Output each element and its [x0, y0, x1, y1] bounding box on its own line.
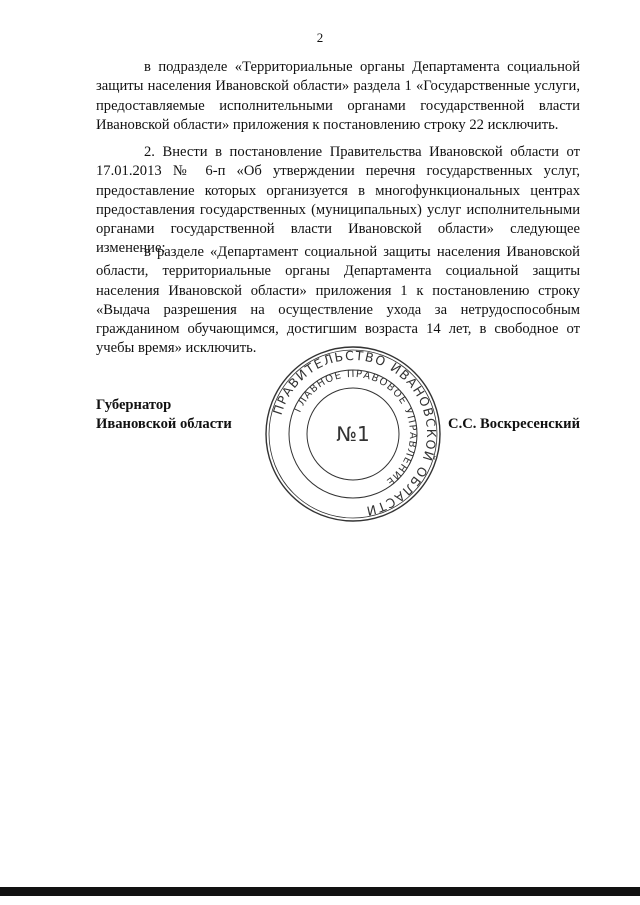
paragraph-2: 2. Внести в постановление Правительства Ивановской области от 17.01.2013 № 6-п «Об утверждении перечня государственных услуг, предоставление которых организуется в многофункциональных центрах предоставления государственных (муниципальных) услуг исполнительными органами государственной власти Ивановской области» следующее изменение:	[96, 144, 580, 257]
stamp-outer-text: ПРАВИТЕЛЬСТВО ИВАНОВСКОЙ ОБЛАСТИ	[269, 347, 440, 519]
stamp-inner-text: ГЛАВНОЕ ПРАВОВОЕ УПРАВЛЕНИЕ	[292, 368, 419, 488]
page-number: 2	[316, 30, 324, 45]
scan-bottom-edge	[0, 887, 640, 896]
signatory-name: С.С. Воскресенский	[448, 416, 580, 432]
paragraph-3: в разделе «Департамент социальной защиты населения Ивановской области, территориальные органы Департамента социальной защиты населения Ивановской области» приложения 1 к постановлению строку «Выдача разрешения на осуществление ухода за нетрудоспособным гражданином обучающимся, достигшим возраста 14 лет, в свободное от учебы время» исключить.	[96, 244, 580, 357]
official-stamp	[262, 343, 444, 525]
stamp-center-number: №1	[336, 422, 370, 446]
signatory-title	[96, 396, 232, 435]
signatory-title-line-2: Ивановской области	[96, 416, 232, 433]
paragraph-1: в подразделе «Территориальные органы Департамента социальной защиты населения Ивановской области» раздела 1 «Государственные услуги, предоставляемые исполнительными органами государственной власти Ивановской области» приложения к постановлению строку 22 исключить.	[96, 59, 580, 133]
signatory-title-line-1: Губернатор	[96, 397, 172, 413]
